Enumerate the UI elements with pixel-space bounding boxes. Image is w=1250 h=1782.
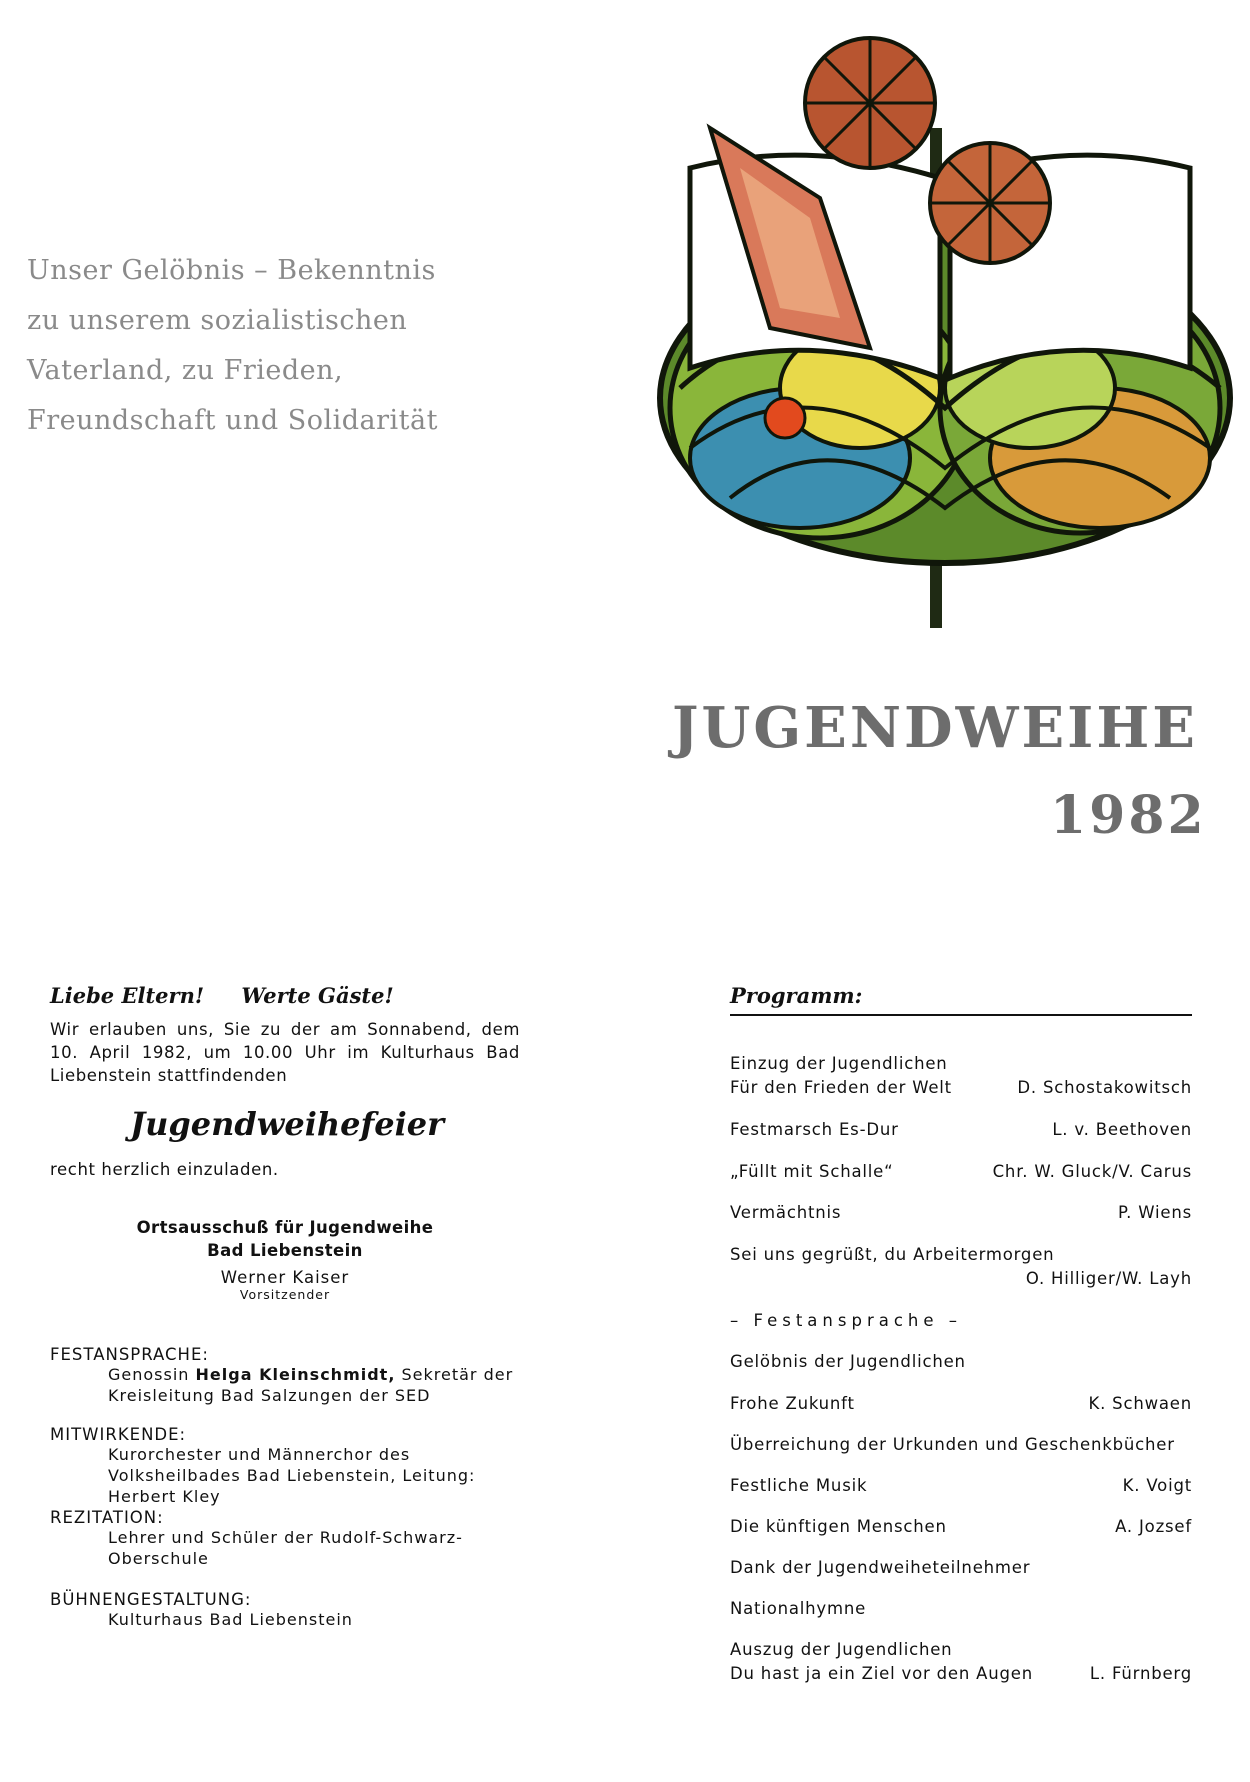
program-item-title: Die künftigen Menschen: [730, 1517, 947, 1536]
credit-text: Kurorchester und Männerchor des Volksheilbades Bad Liebenstein, Leitung: Herbert Kley: [108, 1445, 476, 1506]
program-item-title: Auszug der Jugendlichen: [730, 1640, 953, 1659]
program-item-title: Gelöbnis der Jugendlichen: [730, 1352, 966, 1371]
invitation-closing: recht herzlich einzuladen.: [50, 1160, 279, 1179]
program-item-author: O. Hilliger/W. Layh: [1025, 1269, 1192, 1288]
program-item: [730, 1638, 1192, 1686]
program-item: [730, 1309, 1192, 1333]
program-item-title: Sei uns gegrüßt, du Arbeitermorgen: [730, 1245, 1055, 1264]
program-item: [730, 1556, 1192, 1580]
program-item: [730, 1433, 1192, 1457]
credit-heading: FESTANSPRACHE:: [50, 1345, 209, 1364]
program-item: [730, 1515, 1192, 1539]
program-item: [730, 1474, 1192, 1498]
credit-rezitation: [50, 1508, 530, 1569]
program-item-author: P. Wiens: [1117, 1203, 1192, 1222]
program-item: [730, 1118, 1192, 1142]
program-item-title: Nationalhymne: [730, 1599, 867, 1618]
program-item-author: Chr. W. Gluck/V. Carus: [992, 1162, 1192, 1181]
motto-line: zu unserem sozialistischen: [27, 305, 408, 336]
program-item-title: Dank der Jugendweiheteilnehmer: [730, 1558, 1031, 1577]
credit-prefix: Genossin: [108, 1365, 196, 1384]
program-item: [730, 1201, 1192, 1225]
credit-text: [108, 1364, 530, 1406]
program-item: [730, 1350, 1192, 1374]
credit-heading: REZITATION:: [50, 1508, 164, 1527]
program-item-title: Einzug der Jugendlichen: [730, 1054, 948, 1073]
program-item: [730, 1243, 1192, 1291]
signer-name: Werner Kaiser: [220, 1268, 350, 1287]
program-item-author: K. Voigt: [1122, 1476, 1192, 1495]
program-item-title: Vermächtnis: [730, 1203, 842, 1222]
program-item: [730, 1597, 1192, 1621]
credit-mitwirkende: [50, 1425, 530, 1507]
program-item-author: K. Schwaen: [1088, 1394, 1192, 1413]
greeting-guests: Werte Gäste!: [241, 983, 394, 1008]
credit-festansprache: [50, 1345, 530, 1406]
motto-line: Vaterland, zu Frieden,: [27, 355, 344, 386]
program-item-title: Festmarsch Es-Dur: [730, 1120, 899, 1139]
credit-heading: MITWIRKENDE:: [50, 1425, 187, 1444]
program-item-title: „Füllt mit Schalle“: [730, 1162, 894, 1181]
credit-suffix: Sekretär der Kreisleitung Bad Salzungen der SED: [108, 1365, 514, 1405]
cover-motto: [27, 246, 547, 446]
jugendweihe-emblem-illustration: [650, 28, 1240, 638]
program-item-subtitle: Du hast ja ein Ziel vor den Augen: [730, 1664, 1033, 1683]
signer-role: Vorsitzender: [239, 1287, 331, 1302]
program-item: [730, 1160, 1192, 1184]
credit-text: Kulturhaus Bad Liebenstein: [108, 1610, 353, 1629]
credit-heading: BÜHNENGESTALTUNG:: [50, 1590, 252, 1609]
greeting: [50, 983, 424, 1008]
invitation-intro: Wir erlauben uns, Sie zu der am Sonnabend, dem 10. April 1982, um 10.00 Uhr im Kulturhaus Bad Liebenstein stattfindenden: [50, 1020, 520, 1085]
program-item-subtitle: Für den Frieden der Welt: [730, 1078, 952, 1097]
program-item-author: A. Jozsef: [1115, 1517, 1192, 1536]
program-item-author: D. Schostakowitsch: [1017, 1078, 1192, 1097]
greeting-parents: Liebe Eltern!: [50, 983, 205, 1008]
cover-year: 1982: [1050, 785, 1207, 846]
program-item-title: Frohe Zukunft: [730, 1394, 855, 1413]
speaker-name: Helga Kleinschmidt,: [195, 1365, 396, 1384]
event-name: Jugendweihefeier: [130, 1105, 444, 1143]
organizer-block: [120, 1216, 450, 1302]
motto-line: Freundschaft und Solidarität: [27, 405, 438, 436]
program-item-author: L. Fürnberg: [1089, 1664, 1192, 1683]
cover-title: JUGENDWEIHE: [672, 695, 1198, 761]
motto-line: Unser Gelöbnis – Bekenntnis: [27, 255, 436, 286]
credit-buehnengestaltung: [50, 1590, 530, 1630]
credit-text: Lehrer und Schüler der Rudolf-Schwarz-Oberschule: [108, 1528, 463, 1568]
program-item-title: – Festansprache –: [730, 1311, 963, 1330]
program-item-title: Überreichung der Urkunden und Geschenkbücher: [730, 1435, 1175, 1454]
program-item: [730, 1052, 1192, 1100]
program-title: Programm:: [730, 983, 863, 1008]
program-item: [730, 1392, 1192, 1416]
organizer-location: Bad Liebenstein: [207, 1241, 363, 1260]
program-underline: [730, 1014, 1192, 1016]
organizer-name: Ortsausschuß für Jugendweihe: [136, 1218, 434, 1237]
program-item-author: L. v. Beethoven: [1052, 1120, 1192, 1139]
program-item-title: Festliche Musik: [730, 1476, 868, 1495]
